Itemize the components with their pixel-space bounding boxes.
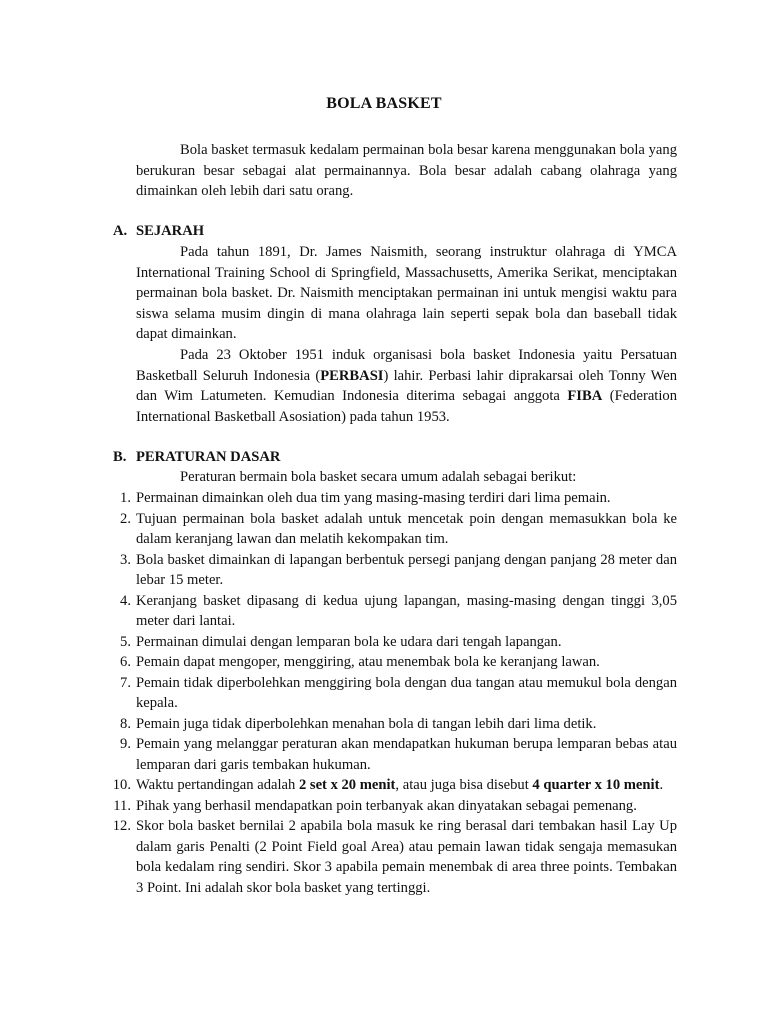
list-item: 10. Waktu pertandingan adalah 2 set x 20 menit, atau juga bisa disebut 4 quarter x 10 menit. [112,777,664,793]
section-a-paragraph-1: Pada tahun 1891, Dr. James Naismith, seorang instruktur olahraga di YMCA International Training School di Springfield, Massachusetts, Amerika Serikat, menciptakan permainan bola basket. Dr. Naismith menciptakan permainan ini untuk mengisi waktu para siswa selama musim dingin di mana olahraga lain seperti sepak bola dan baseball tidak dapat dimainkan. [136,244,677,342]
section-a-heading [113,221,204,242]
list-item: 7. Pemain tidak diperbolehkan menggiring bola dengan dua tangan atau memukul bola dengan kepala. [120,674,677,711]
intro-paragraph: Bola basket termasuk kedalam permainan bola besar karena menggunakan bola yang berukuran besar sebagai alat permainannya. Bola besar adalah cabang olahraga yang dimainkan oleh lebih dari satu orang. [136,142,677,199]
list-item: 1. Permainan dimainkan oleh dua tim yang masing-masing terdiri dari lima pemain. [120,490,611,506]
list-item: 4. Keranjang basket dipasang di kedua ujung lapangan, masing-masing dengan tinggi 3,05 meter dari lantai. [120,592,677,629]
list-item: 6. Pemain dapat mengoper, menggiring, atau menembak bola ke keranjang lawan. [120,654,600,670]
duration-sets-bold: 2 set x 20 menit [298,777,396,793]
list-item: 8. Pemain juga tidak diperbolehkan menahan bola di tangan lebih dari lima detik. [120,715,597,732]
rules-list [0,488,768,898]
section-a-paragraph-2: Pada 23 Oktober 1951 induk organisasi bola basket Indonesia yaitu Persatuan Basketball Seluruh Indonesia (PERBASI) lahir. Perbasi lahir diprakarsai oleh Tonny Wen dan Wim Latumeten. Kemudian Indonesia diterima sebagai anggota FIBA (Federation International Basketball Asosiation) pada tahun 1953. [136,347,677,425]
section-a-title: SEJARAH [136,223,205,239]
list-item: 12. Skor bola basket bernilai 2 apabila bola masuk ke ring berasal dari tembakan hasil Lay Up dalam garis Penalti (2 Point Field goal Area) atau pemain lawan tidak sengaja memasukan bola kedalam ring sendiri. Skor 3 apabila pemain menembak di area three points. Tembakan 3 Point. Ini adalah skor bola basket yang tertinggi. [112,818,677,896]
list-item: 9. Pemain yang melanggar peraturan akan mendapatkan hukuman berupa lemparan bebas atau lemparan dari garis tembakan hukuman. [120,736,677,773]
section-b-title: PERATURAN DASAR [136,449,281,465]
section-b-heading [113,447,280,468]
list-item: 2. Tujuan permainan bola basket adalah untuk mencetak poin dengan memasukkan bola ke dalam keranjang lawan dan melatih kekompakan tim. [120,510,677,547]
fiba-bold: FIBA [567,388,603,404]
duration-quarters-bold: 4 quarter x 10 menit [532,777,660,793]
perbasi-bold: PERBASI [320,367,384,384]
list-item: 3. Bola basket dimainkan di lapangan berbentuk persegi panjang dengan panjang 28 meter dan lebar 15 meter. [120,551,677,588]
document-title: BOLA BASKET [326,95,442,112]
list-item: 5. Permainan dimulai dengan lemparan bola ke udara dari tengah lapangan. [120,633,562,650]
list-item: 11. Pihak yang berhasil mendapatkan poin terbanyak akan dinyatakan sebagai pemenang. [113,797,637,814]
section-a-letter: A. [113,223,128,239]
section-b-letter: B. [113,449,127,465]
section-b-intro: Peraturan bermain bola basket secara umum adalah sebagai berikut: [180,469,577,485]
